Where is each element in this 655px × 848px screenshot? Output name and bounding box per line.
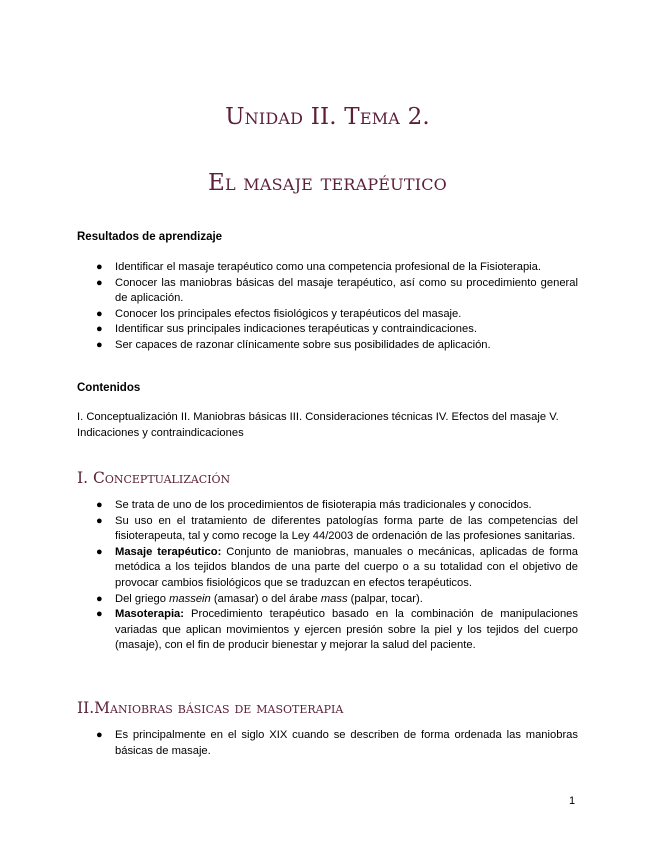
bullet-icon: ●	[96, 729, 103, 741]
bullet-icon: ●	[96, 514, 103, 527]
list-item: ● Conocer los principales efectos fisiológicos y terapéuticos del masaje.	[0, 307, 655, 323]
contents-heading: Contenidos	[77, 382, 141, 394]
list-item: ● Masoterapia: Procedimiento terapéutico basado en la combinación de manipulaciones variadas que aplican movimientos y ejercen presión sobre la piel y los tejidos del cuerpo (masaje), con el fin de producir bienestar y mejorar la salud del paciente.	[96, 608, 578, 652]
contents-text: I. Conceptualización II. Maniobras básicas III. Consideraciones técnicas IV. Efectos del masaje V. Indicaciones y contraindicaciones	[77, 411, 559, 439]
bullet-icon: ●	[96, 608, 103, 621]
section-heading-conceptualization: I. Conceptualización	[77, 469, 231, 487]
list-item: ● Del griego massein (amasar) o del árabe mass (palpar, tocar).	[0, 592, 655, 608]
list-item: ● Ser capaces de razonar clínicamente sobre sus posibilidades de aplicación.	[0, 338, 655, 354]
section-heading-basic-maneuvers: II.Maniobras básicas de masoterapia	[77, 699, 344, 717]
title-topic: El masaje terapéutico	[207, 170, 448, 196]
bullet-icon: ●	[96, 499, 103, 511]
page-number: 1	[569, 795, 576, 807]
learning-outcomes-heading: Resultados de aprendizaje	[77, 231, 223, 243]
bullet-icon: ●	[96, 592, 103, 605]
term-label: Masoterapia:	[115, 608, 185, 621]
title-unit: Unidad II. Tema 2.	[225, 104, 430, 130]
list-item: ● Se trata de uno de los procedimientos de fisioterapia más tradicionales y conocidos.	[0, 498, 655, 514]
list-item: ● Masaje terapéutico: Conjunto de maniobras, manuales o mecánicas, aplicadas de forma metódica a los tejidos blandos de una parte del cuerpo o a su totalidad con el objetivo de provocar cambios fisiológicos que se traduzcan en efectos terapéuticos.	[96, 545, 578, 589]
bullet-icon: ●	[96, 323, 103, 336]
list-item: ● Conocer las maniobras básicas del masaje terapéutico, así como su procedimiento general de aplicación.	[96, 276, 578, 305]
list-item: ● Su uso en el tratamiento de diferentes patologías forma parte de las competencias del fisioterapeuta, tal y como recoge la Ley 44/2003 de ordenación de las profesiones sanitarias.	[96, 514, 578, 543]
bullet-icon: ●	[96, 545, 103, 558]
list-item: ● Identificar el masaje terapéutico como una competencia profesional de la Fisioterapia.	[0, 260, 655, 276]
bullet-icon: ●	[96, 276, 103, 289]
conceptualization-list	[0, 498, 655, 654]
bullet-icon: ●	[96, 307, 103, 320]
list-item: ● Es principalmente en el siglo XIX cuando se describen de forma ordenada las maniobras básicas de masaje.	[96, 729, 578, 757]
bullet-icon: ●	[96, 261, 103, 273]
term-label: Masaje terapéutico:	[115, 545, 222, 558]
learning-outcomes-list	[0, 260, 655, 354]
bullet-icon: ●	[96, 338, 103, 351]
list-item: ● Identificar sus principales indicaciones terapéuticas y contraindicaciones.	[0, 322, 655, 338]
basic-maneuvers-list	[0, 728, 655, 759]
